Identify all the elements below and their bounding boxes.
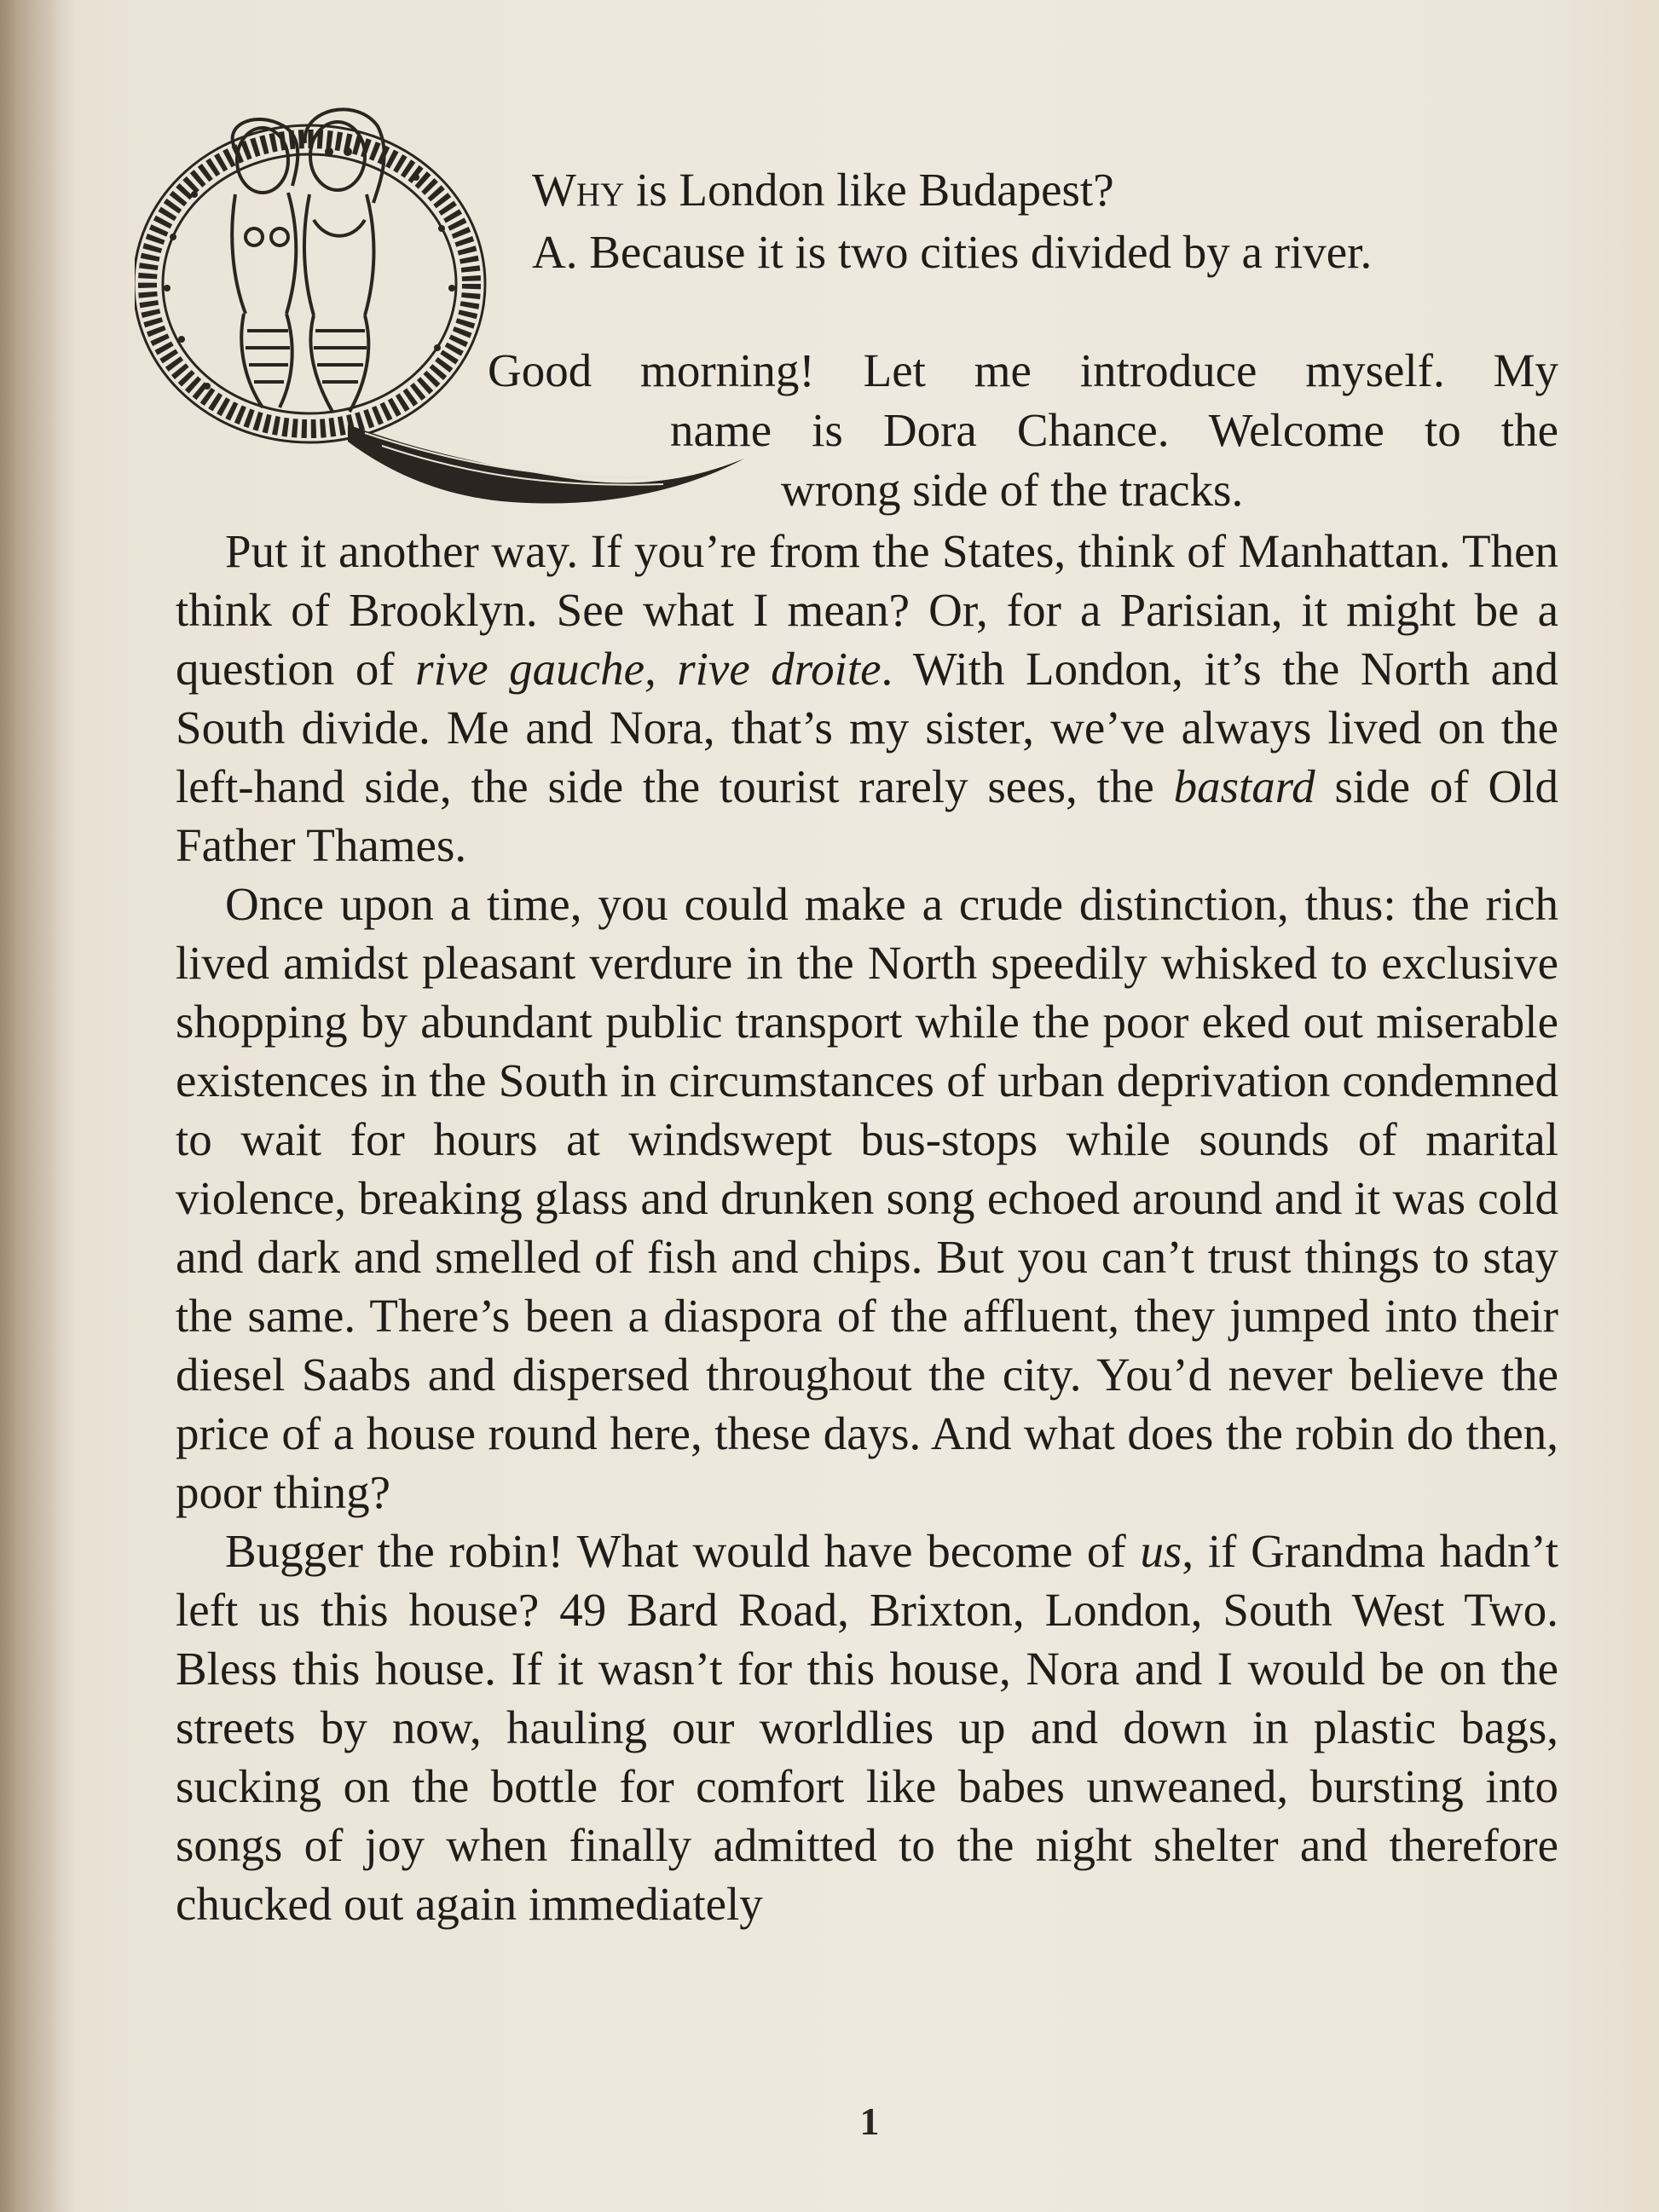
paragraph-1-text-b: . With London, it’s the North and South divide. Me and Nora, that’s my sister, we’ve always lived on the left-hand side, the side the tourist rarely sees, the (176, 643, 1558, 812)
paragraph-1-text-a: Put it another way. If you’re from the States, think of Manhattan. Then think of Brooklyn. See what I mean? Or, for a Parisian, it might be a question of (176, 525, 1558, 695)
paragraph-1-italic-bastard: bastard (1173, 760, 1315, 812)
epigraph-question-caps: Why (532, 164, 625, 216)
paragraph-3-text-b: , if Grandma hadn’t left us this house? 49 Bard Road, Brixton, London, South West Two. Bless this house. If it wasn’t for this house, Nora and I would be on the streets by now, hauling our worldlies up and down in plastic bags, sucking on the bottle for comfort like babes unweaned, bursting into songs of joy when finally admitted to the night shelter and therefore chucked out again immediately (176, 1525, 1559, 1930)
body-text (176, 522, 1558, 1933)
epigraph (532, 159, 1555, 283)
paragraph-3-text-a: Bugger the robin! What would have become of (225, 1525, 1141, 1577)
paragraph-2: Once upon a time, you could make a crude distinction, thus: the rich lived amidst pleasant verdure in the North speedily whisked to exclusive shopping by abundant public transport while the poor eked out miserable existences in the South in circumstances of urban deprivation condemned to wait for hours at windswept bus-stops while sounds of marital violence, breaking glass and drunken song echoed around and it was cold and dark and smelled of fish and chips. But you can’t trust things to stay the same. There’s been a diaspora of the affluent, they jumped into their diesel Saabs and dispersed throughout the city. You’d never believe the price of a house round here, these days. And what does the robin do then, poor thing? (176, 878, 1558, 1518)
page-number: 1 (859, 2099, 880, 2143)
paragraph-1-text-c: side of Old Father Thames. (176, 760, 1558, 871)
epigraph-question (532, 159, 1555, 221)
epigraph-question-rest: is London like Budapest? (624, 164, 1114, 216)
opening-line-1: Good morning! Let me introduce myself. My (488, 344, 1558, 396)
epigraph-answer: A. Because it is two cities divided by a river. (532, 226, 1373, 278)
paragraph-1 (176, 522, 1558, 875)
opening-lines (488, 341, 1558, 520)
paragraph-3-italic-us: us (1140, 1525, 1182, 1577)
opening-line-3: wrong side of the tracks. (781, 464, 1244, 516)
paragraph-3 (176, 1522, 1558, 1933)
paragraph-1-italic-rive: rive gauche, rive droite (415, 643, 882, 695)
opening-line-2: name is Dora Chance. Welcome to the (670, 404, 1558, 456)
gutter-shadow (0, 0, 77, 2212)
